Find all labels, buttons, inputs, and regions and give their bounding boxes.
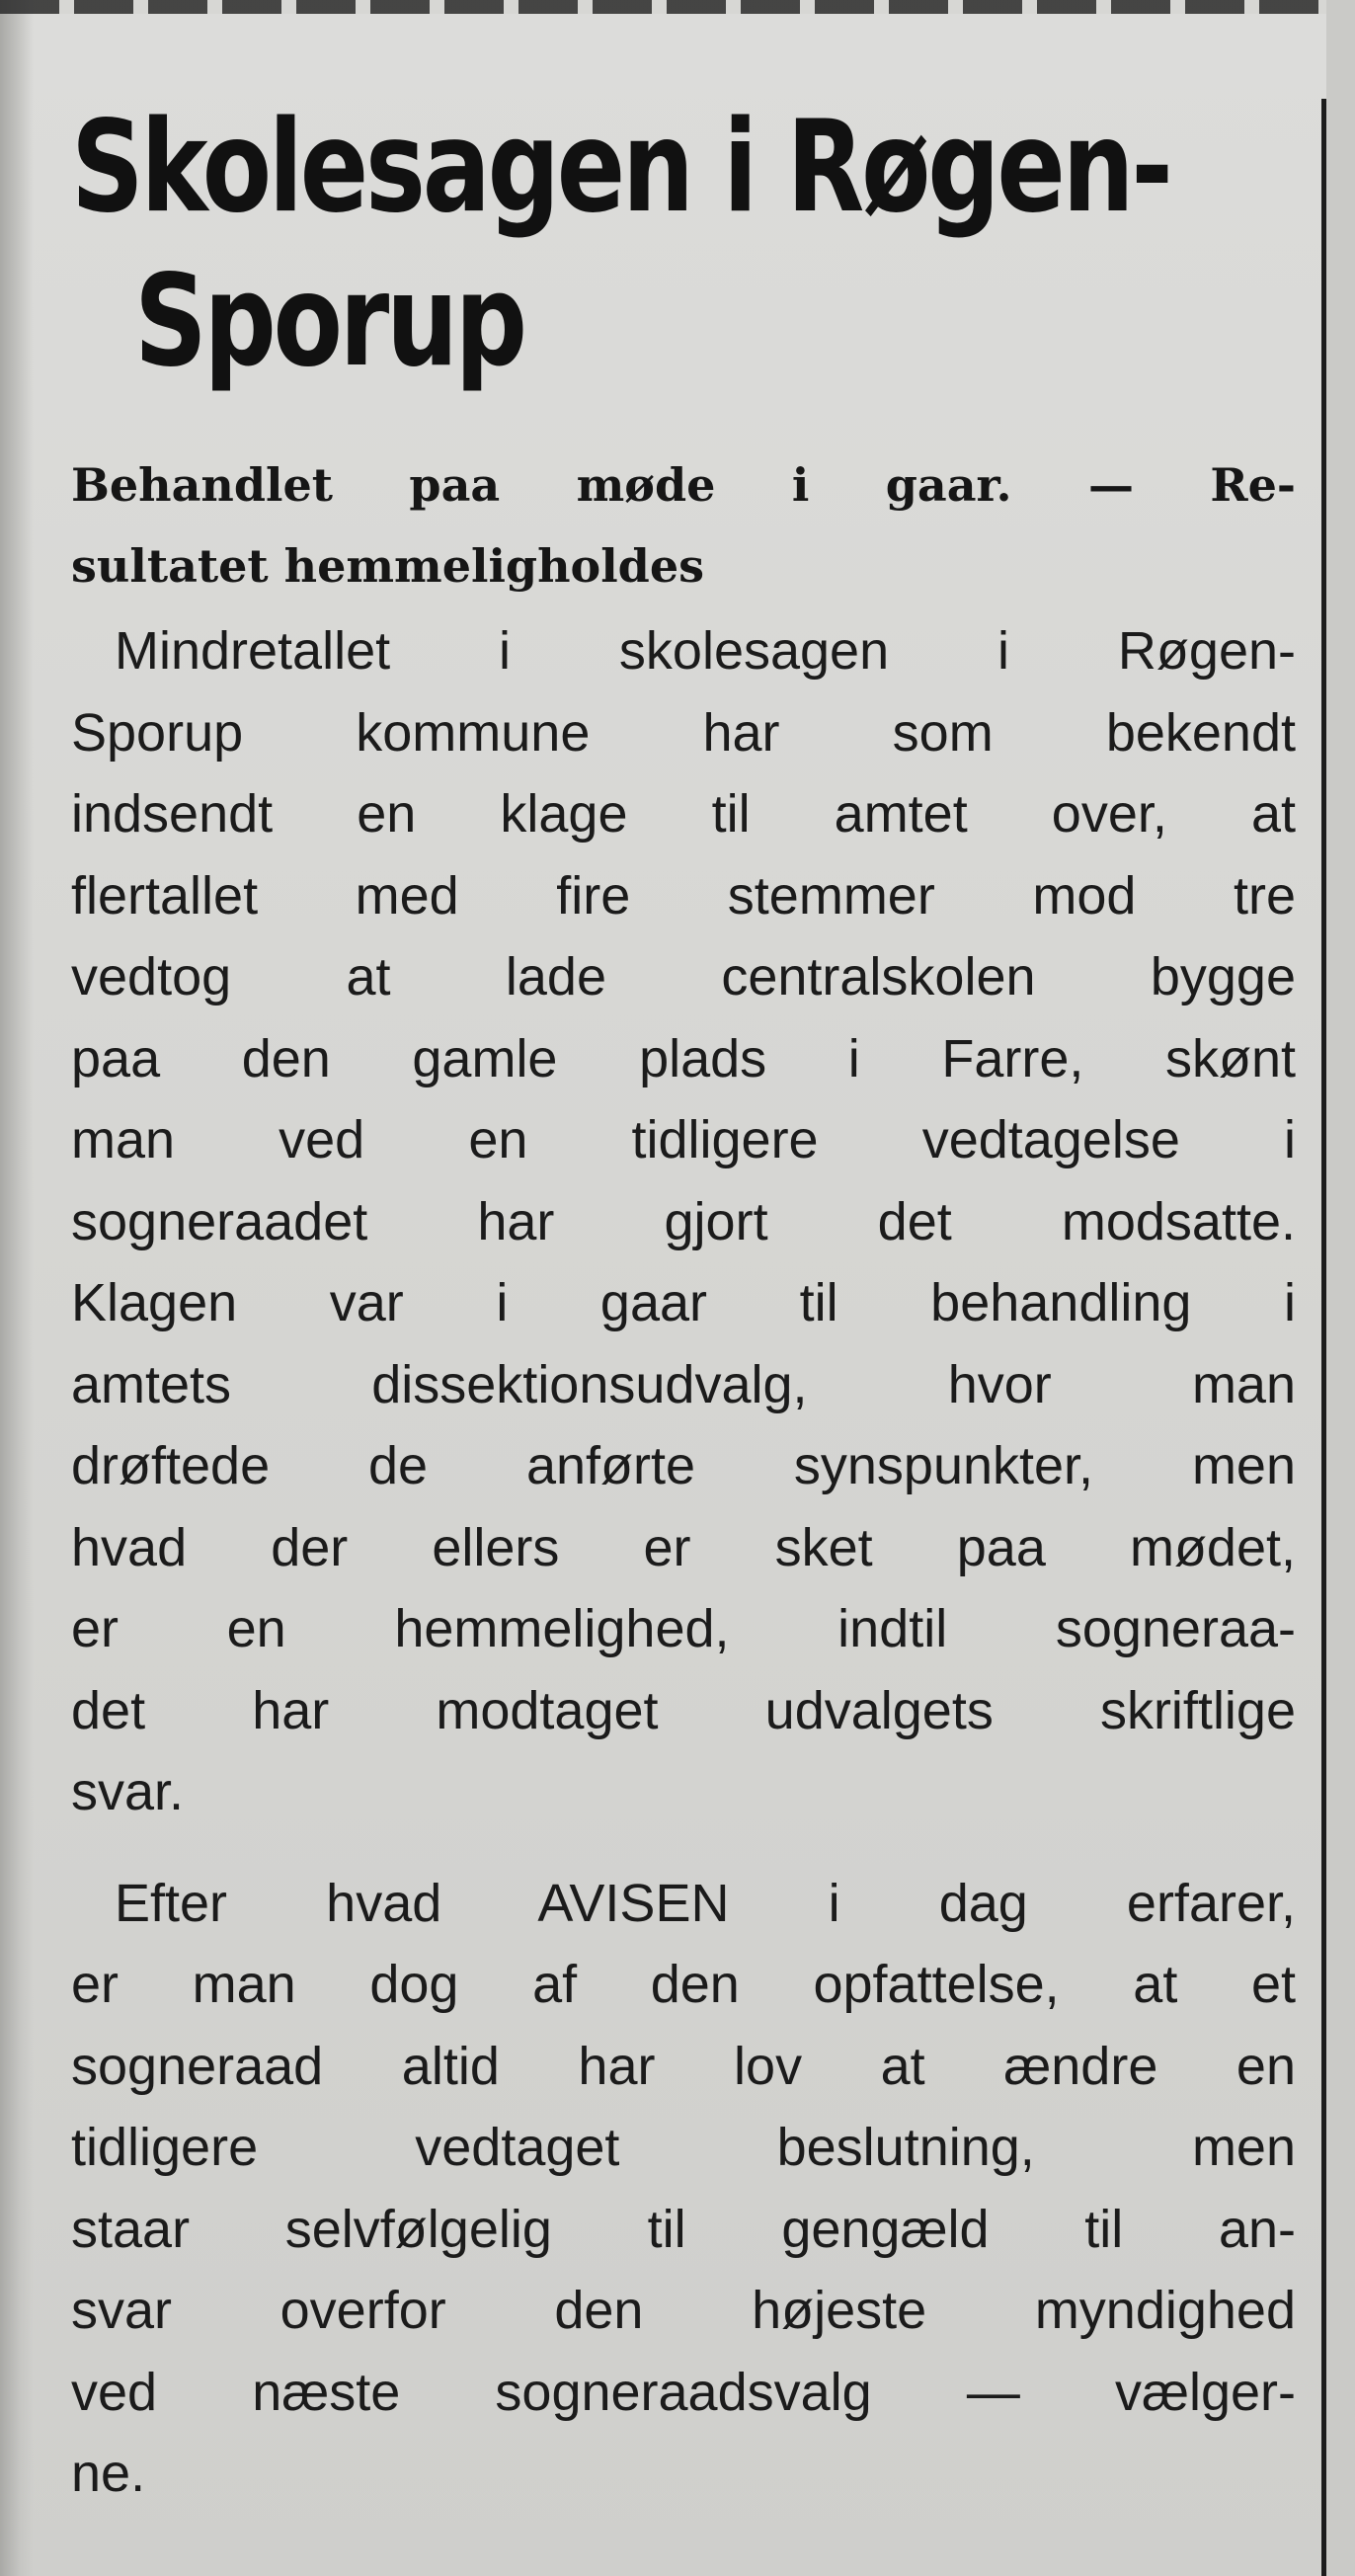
subheadline-line: sultatet hemmeligholdes	[71, 539, 705, 593]
body-line: hvad der ellers er sket paa mødet,	[71, 1517, 1296, 1577]
body-line: ne.	[71, 2444, 146, 2503]
body-line: Mindretallet i skolesagen i Røgen-	[115, 621, 1296, 681]
body-line: Klagen var i gaar til behandling i	[71, 1273, 1296, 1332]
body-line: svar overfor den højeste myndighed	[71, 2281, 1296, 2340]
body-line: er en hemmelighed, indtil sogneraa-	[71, 1599, 1296, 1658]
body-line: flertallet med fire stemmer mod tre	[71, 865, 1296, 926]
body-line: paa den gamle plads i Farre, skønt	[71, 1028, 1296, 1088]
paragraph-1	[71, 610, 1296, 1833]
body-line: staar selvfølgelig til gengæld til an-	[71, 2199, 1296, 2259]
body-line: indsendt en klage til amtet over, at	[71, 784, 1296, 844]
body-line: det har modtaget udvalgets skriftlige	[71, 1680, 1296, 1740]
subheadline	[71, 444, 1296, 606]
paragraph-2	[71, 1863, 1296, 2515]
body-line: sogneraadet har gjort det modsatte.	[71, 1191, 1296, 1251]
body-line: drøftede de anførte synspunkter, men	[71, 1436, 1296, 1495]
body-line: er man dog af den opfattelse, at et	[71, 1955, 1296, 2014]
subheadline-line: Behandlet paa møde i gaar. — Re-	[71, 458, 1296, 512]
body-line: ved næste sogneraadsvalg — vælger-	[71, 2362, 1296, 2422]
body-line: man ved en tidligere vedtagelse i	[71, 1110, 1296, 1169]
body-line: svar.	[71, 1762, 185, 1821]
paper-right-margin	[1326, 0, 1355, 2576]
body-line: Efter hvad AVISEN i dag erfarer,	[115, 1873, 1296, 1933]
headline-line: Skolesagen i Røgen-	[71, 94, 1170, 241]
headline-line: Sporup	[134, 248, 524, 395]
paper-left-edge	[0, 0, 34, 2576]
column-rule	[1321, 99, 1326, 2576]
decorative-top-border	[0, 0, 1355, 14]
headline	[71, 91, 1272, 399]
body-line: Sporup kommune har som bekendt	[71, 702, 1296, 763]
body-line: amtets dissektionsudvalg, hvor man	[71, 1354, 1296, 1414]
body-line: sogneraad altid har lov at ændre en	[71, 2036, 1296, 2096]
body-line: vedtog at lade centralskolen bygge	[71, 947, 1296, 1006]
article	[71, 91, 1296, 2515]
body-line: tidligere vedtaget beslutning, men	[71, 2118, 1296, 2177]
